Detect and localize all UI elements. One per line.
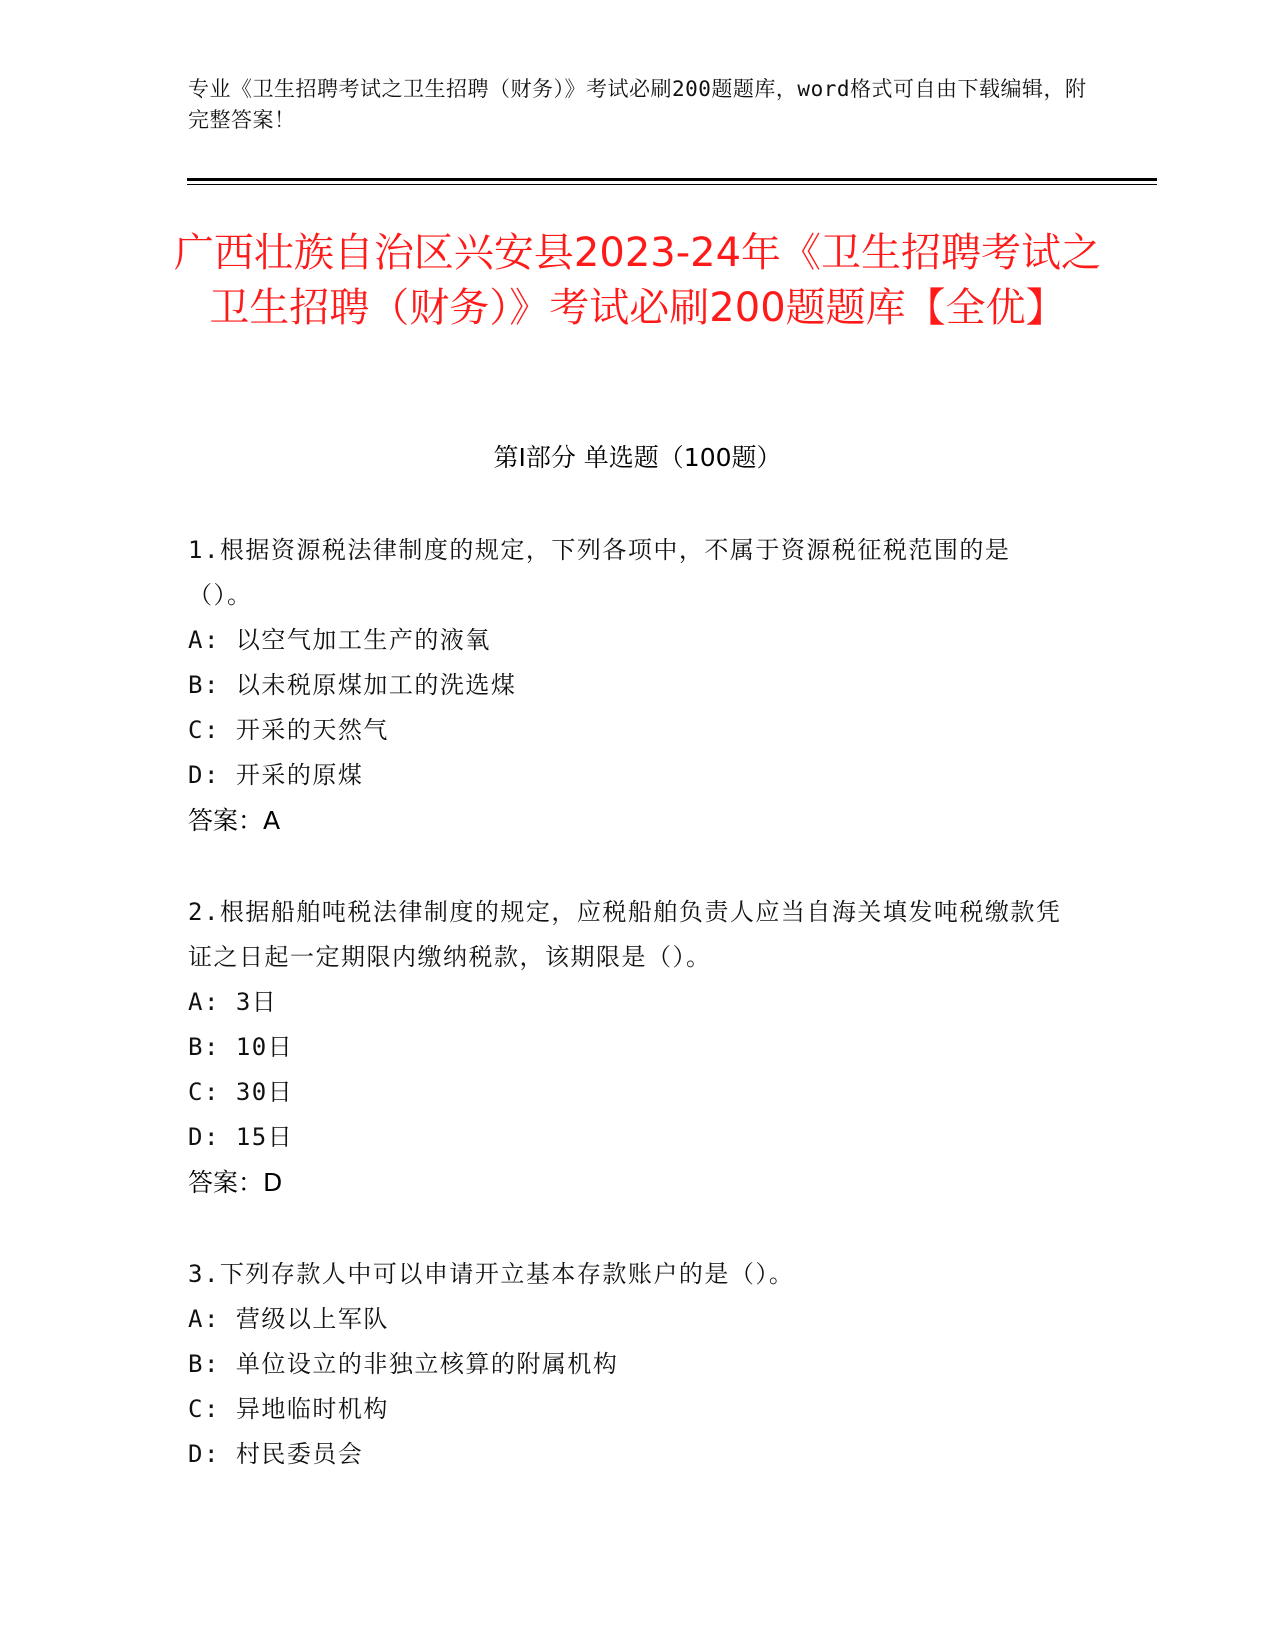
section-title: 第I部分 单选题（100题） — [493, 443, 782, 472]
question-list — [188, 528, 1068, 1523]
option-b: B: 以未税原煤加工的洗选煤 — [188, 671, 517, 699]
header-rule-thin — [187, 184, 1157, 185]
question-2 — [188, 890, 1068, 1206]
header-note: 专业《卫生招聘考试之卫生招聘（财务）》考试必刷200题题库，word格式可自由下载编辑，附完整答案！ — [188, 77, 1087, 132]
option-c: C: 异地临时机构 — [188, 1395, 389, 1423]
question-1 — [188, 528, 1068, 844]
option-c: C: 30日 — [188, 1078, 294, 1106]
answer: 答案：A — [188, 806, 281, 835]
question-stem: 3.下列存款人中可以申请开立基本存款账户的是（）。 — [188, 1260, 795, 1288]
option-b: B: 单位设立的非独立核算的附属机构 — [188, 1350, 619, 1378]
option-a: A: 营级以上军队 — [188, 1305, 389, 1333]
option-b: B: 10日 — [188, 1033, 294, 1061]
option-c: C: 开采的天然气 — [188, 716, 389, 744]
option-a: A: 以空气加工生产的液氧 — [188, 626, 491, 654]
document-title: 广西壮族自治区兴安县2023-24年《卫生招聘考试之卫生招聘（财务）》考试必刷200题题库【全优】 — [173, 230, 1102, 331]
option-d: D: 村民委员会 — [188, 1440, 364, 1468]
question-stem: 1.根据资源税法律制度的规定，下列各项中，不属于资源税征税范围的是（）。 — [188, 536, 1011, 609]
header-rule-thick — [187, 178, 1157, 181]
option-d: D: 开采的原煤 — [188, 761, 364, 789]
option-d: D: 15日 — [188, 1123, 294, 1151]
answer: 答案：D — [188, 1168, 283, 1197]
option-a: A: 3日 — [188, 988, 278, 1016]
question-stem: 2.根据船舶吨税法律制度的规定，应税船舶负责人应当自海关填发吨税缴款凭证之日起一定期限内缴纳税款，该期限是（）。 — [188, 898, 1062, 971]
question-3 — [188, 1252, 1068, 1477]
